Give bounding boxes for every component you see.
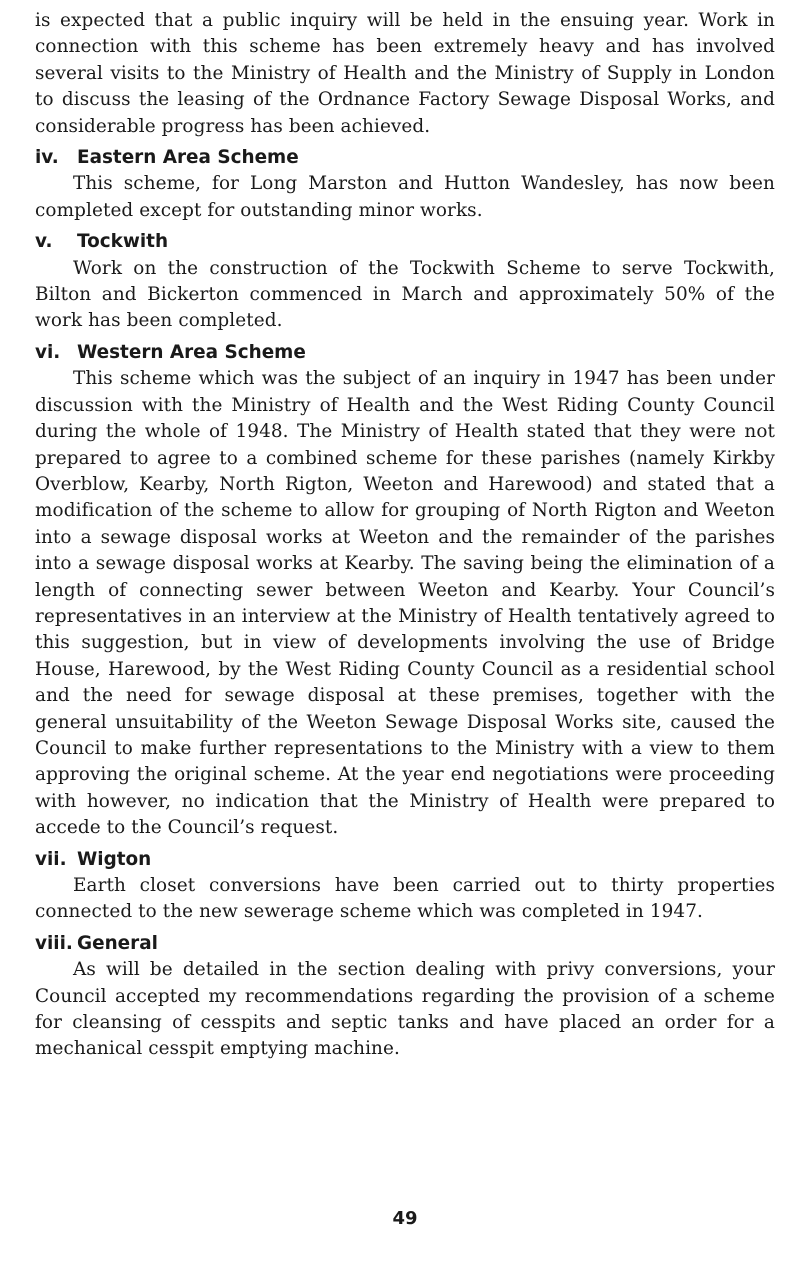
page-number: 49 <box>392 1208 418 1229</box>
section-heading-general <box>35 931 775 957</box>
section-heading-wigton <box>35 847 775 873</box>
section-number: v. <box>35 231 53 253</box>
section-number: iv. <box>35 147 59 169</box>
section-heading-tockwith <box>35 229 775 255</box>
document-page <box>35 0 775 1265</box>
section-number: vi. <box>35 341 61 363</box>
section-title: Tockwith <box>77 231 169 253</box>
intro-paragraph: is expected that a public inquiry will be held in the ensuing year. Work in connection with this scheme has been extremely heavy and has involved several visits to the Ministry of Health and the Ministry of Supply in London to discuss the leasing of the Ordnance Factory Sewage Disposal Works, and considerable progress has been achieved. <box>35 10 775 137</box>
section-number: viii. <box>35 932 73 954</box>
section-body-tockwith: Work on the construction of the Tockwith Scheme to serve Tockwith, Bilton and Bickerton commenced in March and approximately 50% of the work has been completed. <box>35 257 775 332</box>
section-number: vii. <box>35 848 67 870</box>
section-heading-eastern-area-scheme <box>35 145 775 171</box>
section-body-general: As will be detailed in the section dealing with privy conversions, your Council accepted my recommendations regarding the provision of a scheme for cleansing of cesspits and septic tanks and have placed an order for a mechanical cesspit emptying machine. <box>35 959 775 1060</box>
section-body-wigton: Earth closet conversions have been carried out to thirty properties connected to the new sewerage scheme which was completed in 1947. <box>35 875 775 923</box>
section-title: Western Area Scheme <box>77 341 306 363</box>
section-title: General <box>77 932 158 954</box>
section-body-eastern-area-scheme: This scheme, for Long Marston and Hutton Wandesley, has now been completed except for outstanding minor works. <box>35 173 775 221</box>
section-body-western-area-scheme: This scheme which was the subject of an inquiry in 1947 has been under discussion with the Ministry of Health and the West Riding County Council during the whole of 1948. The Ministry of Health stated that they were not prepared to agree to a combined scheme for these parishes (namely Kirkby Overblow, Kearby, North Rigton, Weeton and Harewood) and stated that a modification of the scheme to allow for grouping of North Rigton and Weeton into a sewage disposal works at Weeton and the remainder of the parishes into a sewage disposal works at Kearby. The saving being the elimination of a length of connecting sewer between Weeton and Kearby. Your Council’s representatives in an interview at the Ministry of Health tentatively agreed to this suggestion, but in view of developments involving the use of Bridge House, Harewood, by the West Riding County Council as a residential school and the need for sewage disposal at these premises, together with the general unsuitability of the Weeton Sewage Disposal Works site, caused the Council to make further representations to the Ministry with a view to them approving the original scheme. At the year end negotiations were proceeding with however, no indication that the Ministry of Health were prepared to accede to the Council’s request. <box>35 368 775 839</box>
section-title: Wigton <box>77 848 152 870</box>
section-heading-western-area-scheme <box>35 340 775 366</box>
section-title: Eastern Area Scheme <box>77 147 299 169</box>
